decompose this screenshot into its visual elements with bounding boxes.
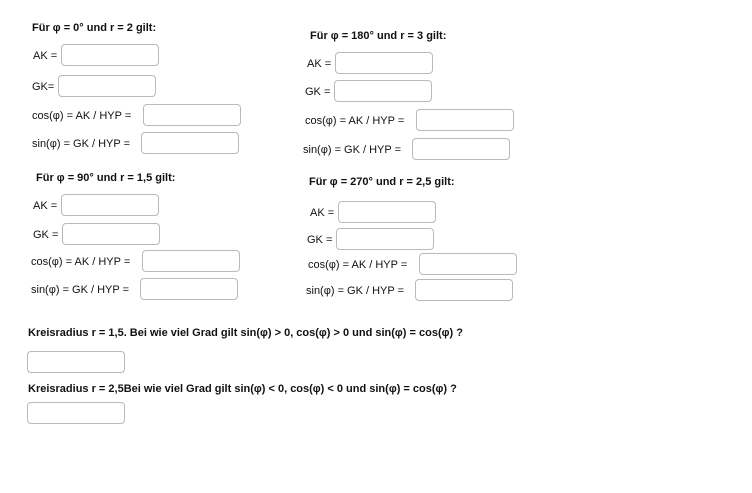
block2-cos-input[interactable]	[416, 109, 514, 131]
block1-sin-input[interactable]	[141, 132, 239, 154]
block1-sin-label: sin(φ) = GK / HYP =	[32, 138, 131, 150]
question1-text: Kreisradius r = 1,5. Bei wie viel Grad gilt sin(φ) > 0, cos(φ) > 0 und sin(φ) = cos(φ) ?	[28, 327, 463, 339]
block1-title: Für φ = 0° und r = 2 gilt:	[32, 22, 157, 34]
block3-sin-label: sin(φ) = GK / HYP =	[31, 284, 130, 296]
block4-gk-label: GK =	[307, 234, 333, 246]
block3-ak-input[interactable]	[61, 194, 159, 216]
block2-sin-label: sin(φ) = GK / HYP =	[303, 144, 402, 156]
block4-cos-input[interactable]	[419, 253, 517, 275]
block1-gk-input[interactable]	[58, 75, 156, 97]
block2-title: Für φ = 180° und r = 3 gilt:	[310, 30, 447, 42]
block1-cos-input[interactable]	[143, 104, 241, 126]
block4-ak-label: AK =	[310, 207, 335, 219]
question1-answer-input[interactable]	[27, 351, 125, 373]
block1-cos-label: cos(φ) = AK / HYP =	[32, 110, 132, 122]
block3-ak-label: AK =	[33, 200, 58, 212]
block4-ak-input[interactable]	[338, 201, 436, 223]
block3-gk-input[interactable]	[62, 223, 160, 245]
question2-text: Kreisradius r = 2,5Bei wie viel Grad gilt sin(φ) < 0, cos(φ) < 0 und sin(φ) = cos(φ) ?	[28, 383, 457, 395]
block1-gk-label: GK=	[32, 81, 55, 93]
block2-ak-input[interactable]	[335, 52, 433, 74]
block4-title: Für φ = 270° und r = 2,5 gilt:	[309, 176, 455, 188]
block1-ak-input[interactable]	[61, 44, 159, 66]
block3-gk-label: GK =	[33, 229, 59, 241]
block2-gk-input[interactable]	[334, 80, 432, 102]
block2-sin-input[interactable]	[412, 138, 510, 160]
block3-title: Für φ = 90° und r = 1,5 gilt:	[36, 172, 176, 184]
block4-cos-label: cos(φ) = AK / HYP =	[308, 259, 408, 271]
block4-gk-input[interactable]	[336, 228, 434, 250]
block4-sin-input[interactable]	[415, 279, 513, 301]
block4-sin-label: sin(φ) = GK / HYP =	[306, 285, 405, 297]
question2-answer-input[interactable]	[27, 402, 125, 424]
block3-sin-input[interactable]	[140, 278, 238, 300]
block2-cos-label: cos(φ) = AK / HYP =	[305, 115, 405, 127]
block1-ak-label: AK =	[33, 50, 58, 62]
block3-cos-input[interactable]	[142, 250, 240, 272]
block3-cos-label: cos(φ) = AK / HYP =	[31, 256, 131, 268]
block2-gk-label: GK =	[305, 86, 331, 98]
block2-ak-label: AK =	[307, 58, 332, 70]
